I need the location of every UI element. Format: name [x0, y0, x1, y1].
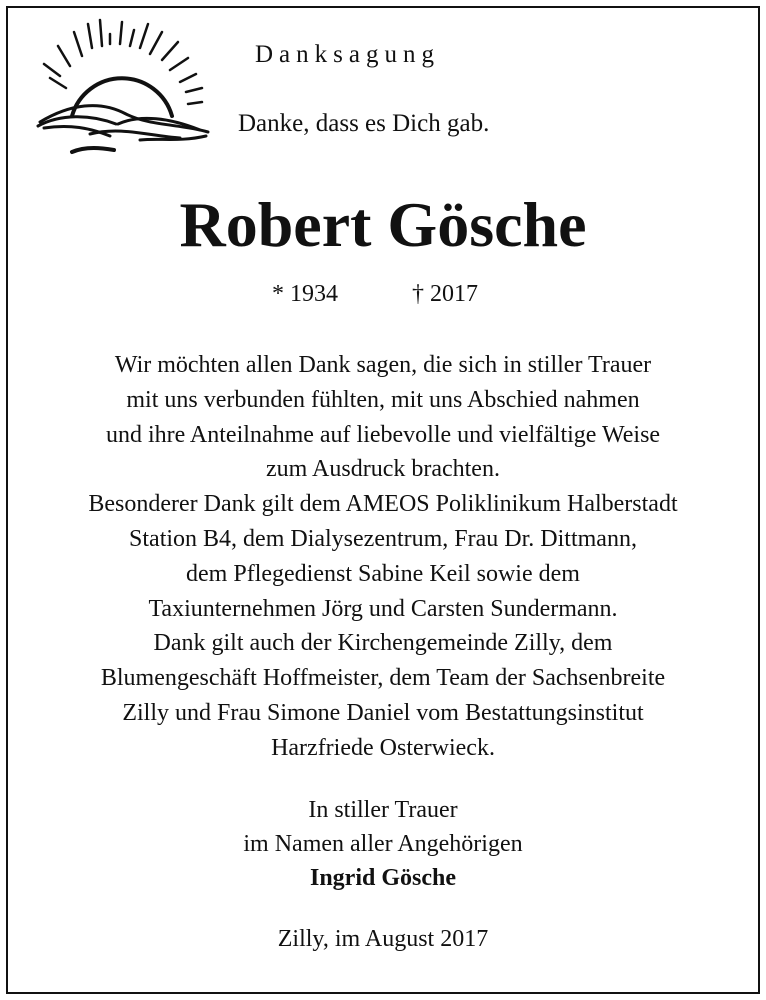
text-line: dem Pflegedienst Sabine Keil sowie dem — [186, 560, 580, 587]
motto-line: Danke, dass es Dich gab. — [238, 110, 490, 137]
thanks-paragraph — [0, 348, 766, 766]
death-year: † 2017 — [412, 281, 478, 307]
signer-name: Ingrid Gösche — [309, 865, 456, 891]
place-date: Zilly, im August 2017 — [277, 926, 489, 952]
text-line: mit uns verbunden fühlten, mit uns Abschied nahmen — [126, 386, 640, 413]
birth-year: * 1934 — [272, 281, 338, 307]
text-line: Harzfriede Osterwieck. — [271, 734, 495, 761]
notice-heading: Danksagung — [255, 41, 440, 68]
closing-line-1: In stiller Trauer — [308, 797, 458, 823]
text-line: Zilly und Frau Simone Daniel vom Bestattungsinstitut — [122, 699, 644, 726]
text-line: Taxiunternehmen Jörg und Carsten Sundermann. — [148, 595, 618, 622]
deceased-name: Robert Gösche — [179, 189, 587, 260]
text-line: Blumengeschäft Hoffmeister, dem Team der Sachsenbreite — [100, 665, 666, 692]
text-line: und ihre Anteilnahme auf liebevolle und vielfältige Weise — [105, 421, 661, 448]
closing-line-2: im Namen aller Angehörigen — [243, 831, 523, 857]
text-line: Dank gilt auch der Kirchengemeinde Zilly, dem — [153, 630, 613, 657]
text-line: zum Ausdruck brachten. — [266, 456, 500, 483]
sunset-icon — [30, 18, 215, 163]
closing-block — [0, 793, 766, 895]
text-line: Station B4, dem Dialysezentrum, Frau Dr. Dittmann, — [129, 525, 637, 552]
text-line: Wir möchten allen Dank sagen, die sich in stiller Trauer — [114, 352, 652, 378]
text-line: Besonderer Dank gilt dem AMEOS Poliklinikum Halberstadt — [88, 491, 678, 518]
